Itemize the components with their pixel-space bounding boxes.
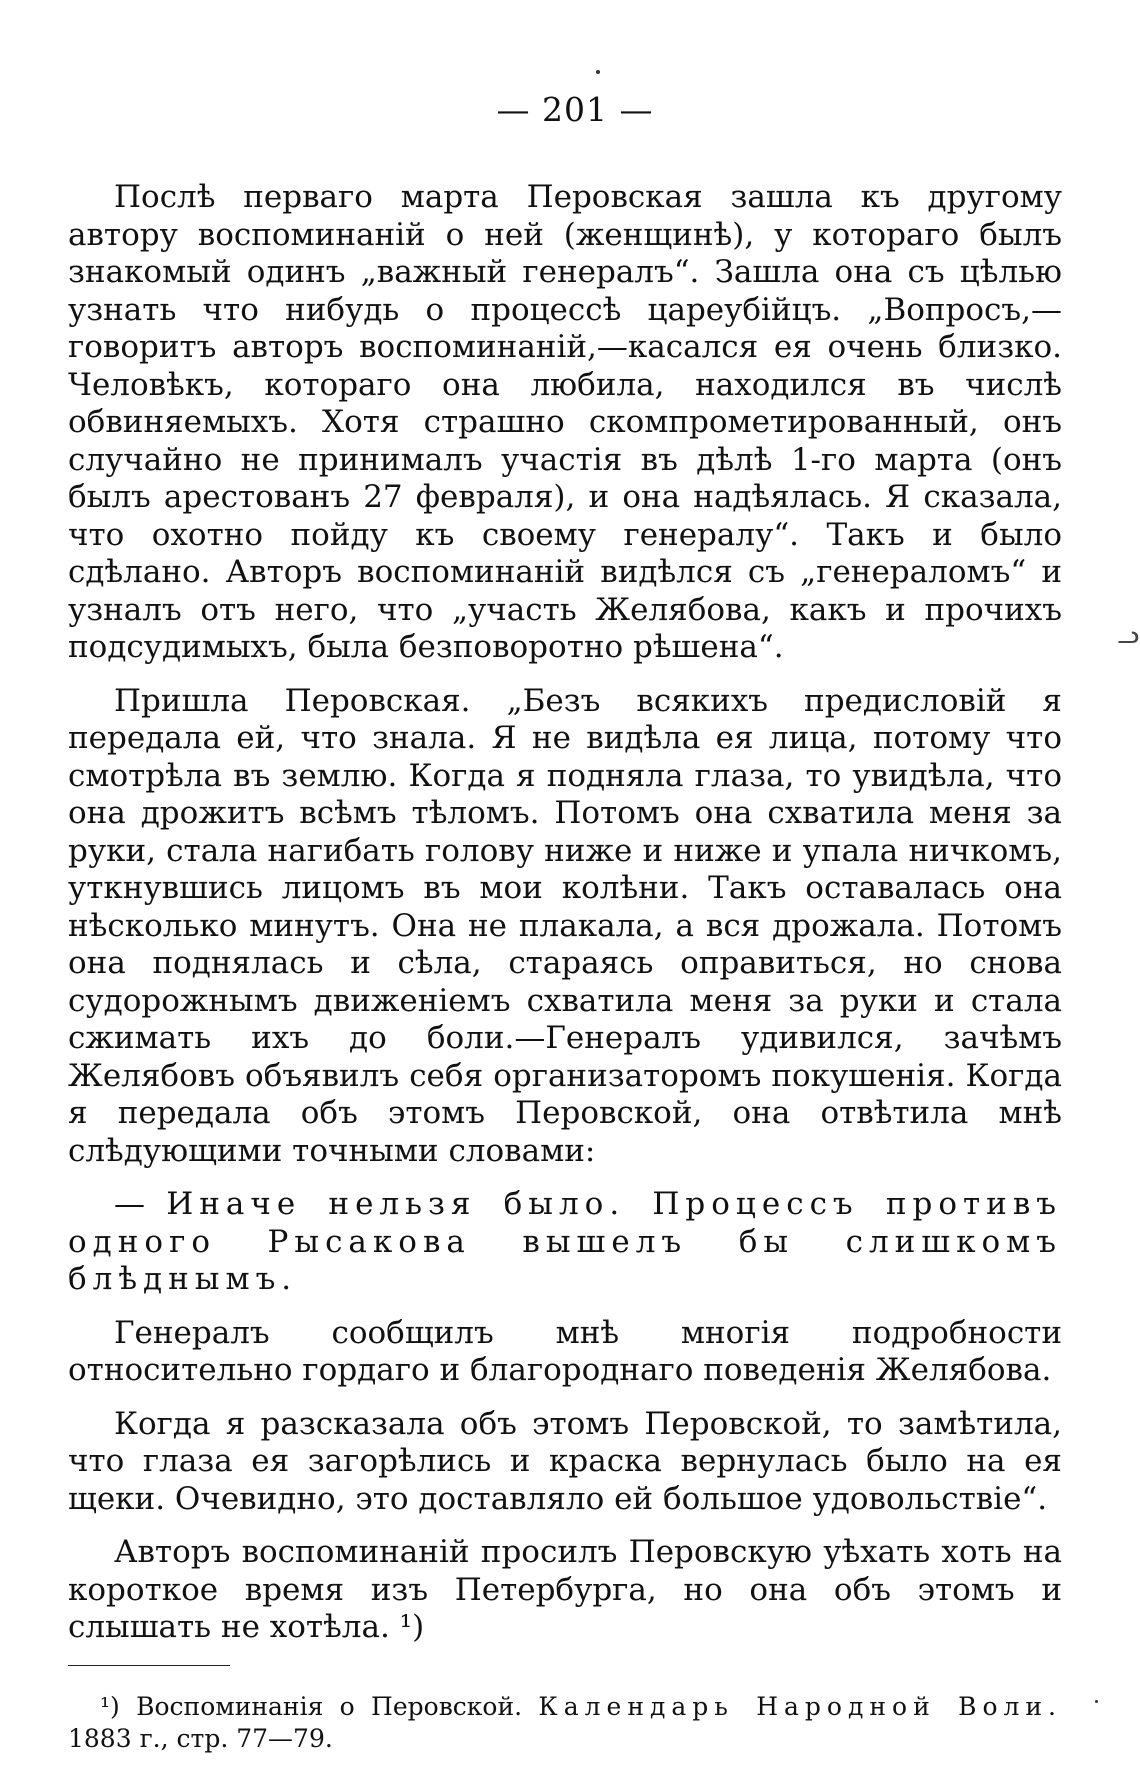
paragraph-3: Генералъ сообщилъ мнѣ многія подробности относительно гордаго и благороднаго поведенія Желябова.: [68, 1314, 1062, 1388]
paragraph-2: Пришла Перовская. „Безъ всякихъ предисловій я передала ей, что знала. Я не видѣла ея лица, потому что смотрѣла въ землю. Когда я подняла глаза, то увидѣла, что она дрожитъ всѣмъ тѣломъ. Потомъ она схватила меня за руки, стала нагибать голову ниже и ниже и упала ничкомъ, уткнувшись лицомъ въ мои колѣни. Такъ оставалась она нѣсколько минутъ. Она не плакала, а вся дрожала. Потомъ она поднялась и сѣла, стараясь оправиться, но снова судорожнымъ движеніемъ схватила меня за руки и стала сжимать ихъ до боли.—Генералъ удивился, зачѣмъ Желябовъ объявилъ себя организаторомъ покушенія. Когда я передала объ этомъ Перовской, она отвѣтила мнѣ слѣдующими точными словами:: [68, 682, 1062, 1169]
footnote-year-pages: 1883 г., стр. 77—79.: [68, 1723, 333, 1753]
scan-speck: [596, 70, 600, 74]
footnote-marker: ¹): [100, 1691, 137, 1721]
quote-dash: —: [114, 1186, 167, 1222]
scan-speck: [1095, 1700, 1098, 1703]
paragraph-5: Авторъ воспоминаній просилъ Перовскую уѣхать хоть на короткое время изъ Петербурга, но она объ этомъ и слышать не хотѣла. ¹): [68, 1534, 1062, 1645]
footnote-source: Воспоминанія о Перовской.: [136, 1691, 539, 1721]
page: [68, 90, 1062, 1780]
paragraph-1: Послѣ перваго марта Перовская зашла къ другому автору воспоминаній о ней (женщинѣ), у котораго былъ знакомый одинъ „важный генералъ“. Зашла она съ цѣлью узнать что нибудь о процессѣ цареубійцъ. „Вопросъ,— говоритъ авторъ воспоминаній,—касался ея очень близко. Человѣкъ, котораго она любила, находился въ числѣ обвиняемыхъ. Хотя страшно скомпрометированный, онъ случайно не принималъ участія въ дѣлѣ 1-го марта (онъ былъ арестованъ 27 февраля), и она надѣялась. Я сказала, что охотно пойду къ своему генералу“. Такъ и было сдѣлано. Авторъ воспоминаній видѣлся съ „генераломъ“ и узналъ отъ него, что „участь Желябова, какъ и прочихъ подсудимыхъ, была безповоротно рѣшена“.: [68, 179, 1062, 665]
footnote-divider: [68, 1665, 230, 1666]
paragraph-4: Когда я разсказала объ этомъ Перовской, то замѣтила, что глаза ея загорѣлись и краска вернулась было на ея щеки. Очевидно, это доставляло ей большое удовольствіе“.: [68, 1405, 1062, 1517]
footnote-title: Календарь Народной Воли.: [538, 1691, 1062, 1721]
quote-text: Иначе нельзя было. Процессъ противъ одного Рысакова вышелъ бы слишкомъ блѣднымъ.: [68, 1186, 1063, 1297]
page-number: — 201 —: [496, 90, 654, 129]
margin-pencil-mark: ᓗ: [1117, 620, 1140, 650]
quote-paragraph: [68, 1186, 1062, 1299]
footnote: [68, 1691, 1062, 1755]
